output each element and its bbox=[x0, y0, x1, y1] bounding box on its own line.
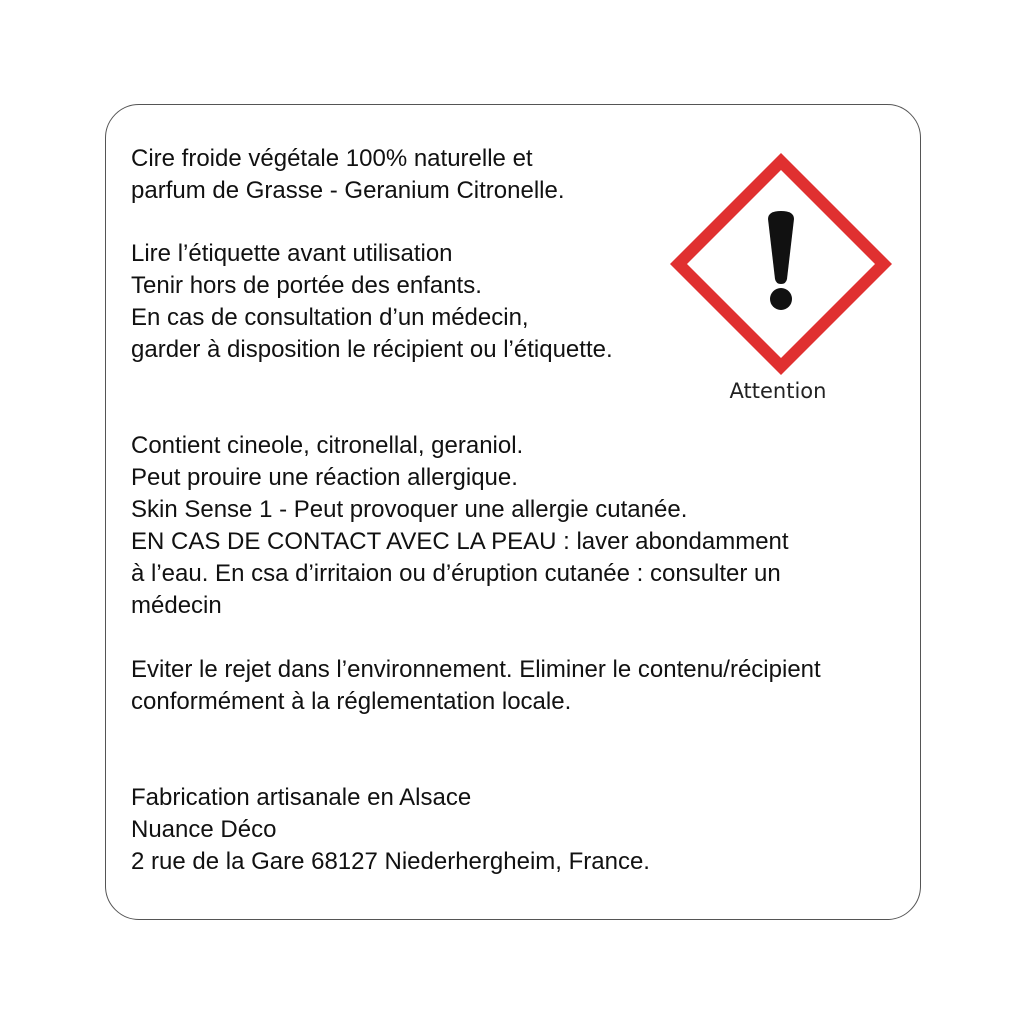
precaution-line: garder à disposition le récipient ou l’étiquette. bbox=[131, 336, 613, 363]
product-line: parfum de Grasse - Geranium Citronelle. bbox=[131, 177, 565, 204]
maker-line: Fabrication artisanale en Alsace bbox=[131, 784, 472, 811]
maker-line: 2 rue de la Gare 68127 Niederhergheim, France. bbox=[131, 848, 650, 875]
allergen-warning-text bbox=[131, 430, 789, 622]
precaution-line: En cas de consultation d’un médecin, bbox=[131, 304, 529, 331]
manufacturer-address bbox=[131, 782, 650, 878]
precaution-line: Tenir hors de portée des enfants. bbox=[131, 272, 482, 299]
allergen-line: à l’eau. En csa d’irritaion ou d’éruption cutanée : consulter un bbox=[131, 560, 781, 587]
hazard-signal-word: Attention bbox=[729, 379, 827, 403]
allergen-line: EN CAS DE CONTACT AVEC LA PEAU : laver abondamment bbox=[131, 528, 789, 555]
environment-line: conformément à la réglementation locale. bbox=[131, 688, 572, 715]
allergen-line: Skin Sense 1 - Peut provoquer une allergie cutanée. bbox=[131, 496, 688, 523]
product-description bbox=[131, 143, 565, 207]
maker-line: Nuance Déco bbox=[131, 816, 277, 843]
environment-line: Eviter le rejet dans l’environnement. Eliminer le contenu/récipient bbox=[131, 656, 821, 683]
allergen-line: médecin bbox=[131, 592, 222, 619]
environment-disposal-text bbox=[131, 654, 821, 718]
exclamation-mark-hazard-icon bbox=[668, 151, 894, 377]
precautions-text bbox=[131, 238, 613, 366]
precaution-line: Lire l’étiquette avant utilisation bbox=[131, 240, 453, 267]
product-line: Cire froide végétale 100% naturelle et bbox=[131, 145, 533, 172]
exclamation-dot bbox=[770, 288, 792, 310]
allergen-line: Contient cineole, citronellal, geraniol. bbox=[131, 432, 524, 459]
allergen-line: Peut prouire une réaction allergique. bbox=[131, 464, 518, 491]
